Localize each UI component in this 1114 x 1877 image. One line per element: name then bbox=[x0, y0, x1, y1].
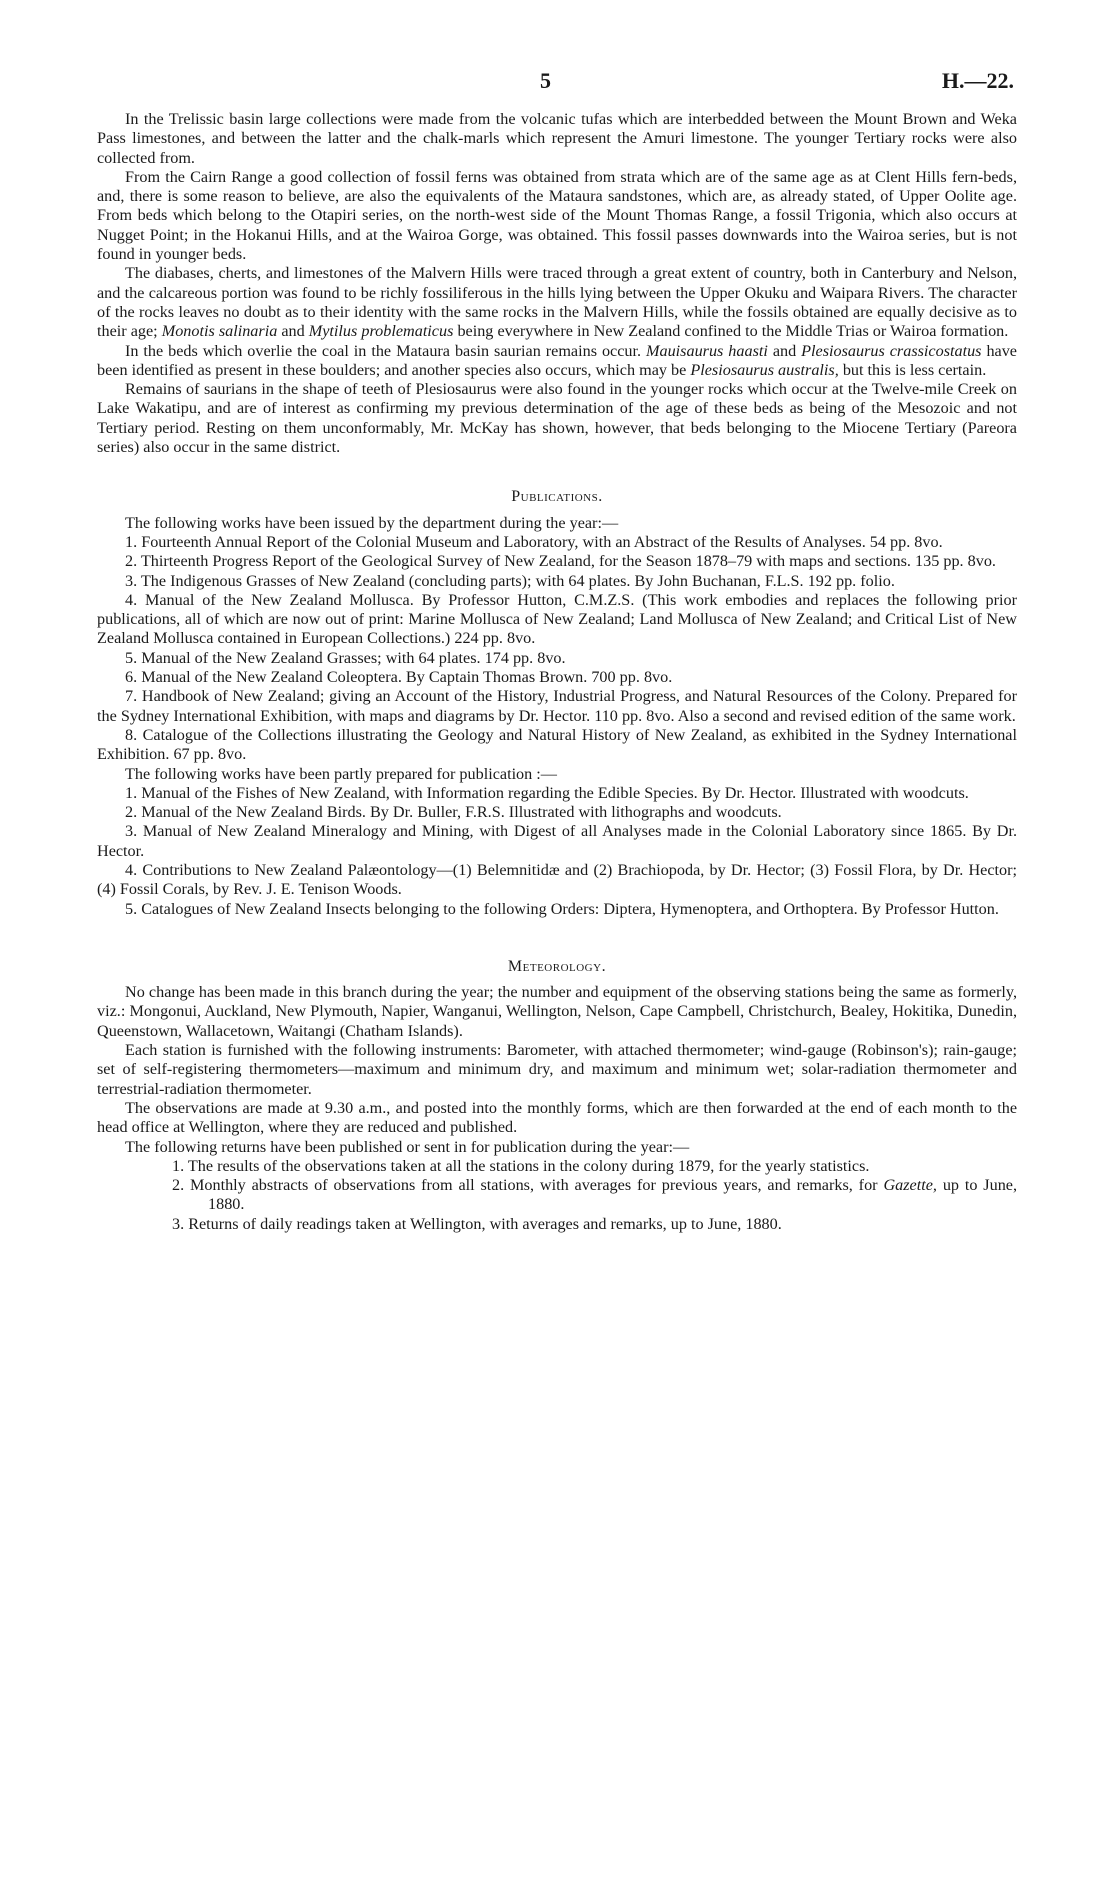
publication-item: 2. Thirteenth Progress Report of the Geological Survey of New Zealand, for the Season 1878–79 with maps and sections. 135 pp. 8vo. bbox=[125, 552, 996, 571]
return-item: 3. Returns of daily readings taken at Wellington, with averages and remarks, up to June, 1880. bbox=[172, 1214, 782, 1233]
species-name: Mauisaurus haasti bbox=[646, 341, 768, 360]
paragraph-stations: No change has been made in this branch during the year; the number and equipment of the observing stations being the same as formerly, viz.: Mongonui, Auckland, New Plymouth, Napier, Wanganui, Wellington, Nelson, Cape Campbell, Christchurch, Bealey, Hokitika, Dunedin, Queenstown, Wallacetown, Waitangi (Chatham Islands). bbox=[97, 983, 1017, 1040]
text-run: In the beds which overlie the coal in the Mataura basin saurian remains occur. bbox=[125, 341, 642, 360]
return-item bbox=[172, 1176, 1017, 1215]
publication-item: 8. Catalogue of the Collections illustrating the Geology and Natural History of New Zealand, as exhibited in the Sydney International Exhibition. 67 pp. 8vo. bbox=[97, 725, 1017, 764]
text-run: and bbox=[772, 341, 797, 360]
paragraph-trelissic: In the Trelissic basin large collections were made from the volcanic tufas which are interbedded between the Mount Brown and Weka Pass limestones, and between the latter and the chalk-marls which represent the Amuri limestone. The younger Tertiary rocks were also collected from. bbox=[97, 110, 1017, 167]
text-run: The diabases, cherts, and limestones of the Malvern Hills were traced through a great extent of country, both in Canterbury and Nelson, and the calcareous portion was found to be richly fossiliferous in the hills lying between the Upper Okuku and Waipara Rivers. The character of the rocks leaves no doubt as to their identity with the same rocks in the Malvern Hills, while the fossils obtained are equally decisive as to their age; bbox=[97, 264, 1017, 341]
prepared-item: 5. Catalogues of New Zealand Insects belonging to the following Orders: Diptera, Hymenoptera, and Orthoptera. By Professor Hutton. bbox=[125, 899, 999, 918]
prepared-item: 1. Manual of the Fishes of New Zealand, with Information regarding the Edible Species. By Dr. Hector. Illustrated with woodcuts. bbox=[125, 783, 969, 802]
publication-item: 4. Manual of the New Zealand Mollusca. By Professor Hutton, C.M.Z.S. (This work embodies and replaces the following prior publications, all of which are now out of print: Marine Mollusca of New Zealand; Land Mollusca of New Zealand; and Critical List of New Zealand Mollusca contained in European Collections.) 224 pp. 8vo. bbox=[97, 590, 1017, 648]
species-name: Mytilus problematicus bbox=[308, 322, 454, 341]
paragraph-mataura bbox=[97, 342, 1017, 381]
prepared-item: 4. Contributions to New Zealand Palæontology—(1) Belemnitidæ and (2) Brachiopoda, by Dr. Hector; (3) Fossil Flora, by Dr. Hector; (4) Fossil Corals, by Rev. J. E. Tenison Woods. bbox=[97, 860, 1017, 899]
publications-issued-intro: The following works have been issued by the department during the year:— bbox=[125, 513, 619, 532]
text-run: being everywhere in New Zealand confined to the Middle Trias or Wairoa formation. bbox=[457, 322, 1009, 341]
text-run: and bbox=[281, 322, 305, 341]
gazette-title: Gazette, bbox=[883, 1176, 937, 1195]
publication-item: 6. Manual of the New Zealand Coleoptera. By Captain Thomas Brown. 700 pp. 8vo. bbox=[125, 668, 673, 687]
paragraph-cairn-range: From the Cairn Range a good collection of fossil ferns was obtained from strata which are of the same age as at Clent Hills fern-beds, and, there is some reason to believe, are also the equivalents of the Mataura sandstones, which are, as already stated, of Upper Oolite age. From beds which belong to the Otapiri series, on the north-west side of the Mount Thomas Range, a fossil Trigonia, which also occurs at Nugget Point; in the Hokanui Hills, and at the Wairoa Gorge, was obtained. This fossil passes downwards into the Wairoa series, but is not found in younger beds. bbox=[97, 167, 1017, 264]
species-name: Monotis salinaria bbox=[161, 322, 278, 341]
paragraph-observations: The observations are made at 9.30 a.m., and posted into the monthly forms, which are then forwarded at the end of each month to the head office at Wellington, where they are reduced and published. bbox=[97, 1098, 1017, 1137]
text-run: up to June, 1880. bbox=[208, 1176, 1018, 1214]
page-body bbox=[97, 110, 1017, 1234]
prepared-item: 2. Manual of the New Zealand Birds. By Dr. Buller, F.R.S. Illustrated with lithographs and woodcuts. bbox=[125, 803, 782, 822]
text-run: have been identified as present in these boulders; and another species also occurs, which may be bbox=[97, 341, 1017, 379]
species-name: Plesiosaurus australis, bbox=[690, 360, 839, 379]
species-name: Plesiosaurus crassicostatus bbox=[801, 341, 982, 360]
publications-prepared-intro: The following works have been partly prepared for publication :— bbox=[125, 764, 557, 783]
publication-item: 7. Handbook of New Zealand; giving an Account of the History, Industrial Progress, and Natural Resources of the Colony. Prepared for the Sydney International Exhibition, with maps and diagrams by Dr. Hector. 110 pp. 8vo. Also a second and revised edition of the same work. bbox=[97, 687, 1017, 725]
paragraph-returns-intro: The following returns have been published or sent in for publication during the year:— bbox=[125, 1137, 690, 1156]
document-reference: H.—22. bbox=[941, 68, 1014, 93]
paragraph-saurians: Remains of saurians in the shape of teeth of Plesiosaurus were also found in the younger rocks which occur at the Twelve-mile Creek on Lake Wakatipu, and are of interest as confirming my previous determination of the age of these beds as being of the Mesozoic and not Tertiary period. Resting on them unconformably, Mr. McKay has shown, however, that beds belonging to the Miocene Tertiary (Pareora series) also occur in the same district. bbox=[97, 380, 1017, 457]
publication-item: 3. The Indigenous Grasses of New Zealand (concluding parts); with 64 plates. By John Buchanan, F.L.S. 192 pp. folio. bbox=[125, 571, 895, 590]
paragraph-malvern-hills bbox=[97, 264, 1017, 341]
text-run: but this is less certain. bbox=[842, 360, 987, 379]
return-item: 1. The results of the observations taken at all the stations in the colony during 1879, for the yearly statistics. bbox=[172, 1156, 870, 1175]
section-heading-publications: Publications. bbox=[511, 488, 603, 506]
publication-item: 5. Manual of the New Zealand Grasses; with 64 plates. 174 pp. 8vo. bbox=[125, 648, 566, 667]
publication-item: 1. Fourteenth Annual Report of the Colonial Museum and Laboratory, with an Abstract of the Results of Analyses. 54 pp. 8vo. bbox=[125, 532, 943, 551]
paragraph-instruments: Each station is furnished with the following instruments: Barometer, with attached thermometer; wind-gauge (Robinson's); rain-gauge; set of self-registering thermometers—maximum and minimum dry, and maximum and minimum wet; solar-radiation thermometer and terrestrial-radiation thermometer. bbox=[97, 1041, 1017, 1098]
prepared-item: 3. Manual of New Zealand Mineralogy and Mining, with Digest of all Analyses made in the Colonial Laboratory since 1865. By Dr. Hector. bbox=[97, 822, 1017, 860]
text-run: 2. Monthly abstracts of observations from all stations, with averages for previous years, and remarks, for bbox=[172, 1176, 878, 1195]
section-heading-meteorology: Meteorology. bbox=[507, 957, 607, 975]
page-number: 5 bbox=[540, 68, 551, 93]
